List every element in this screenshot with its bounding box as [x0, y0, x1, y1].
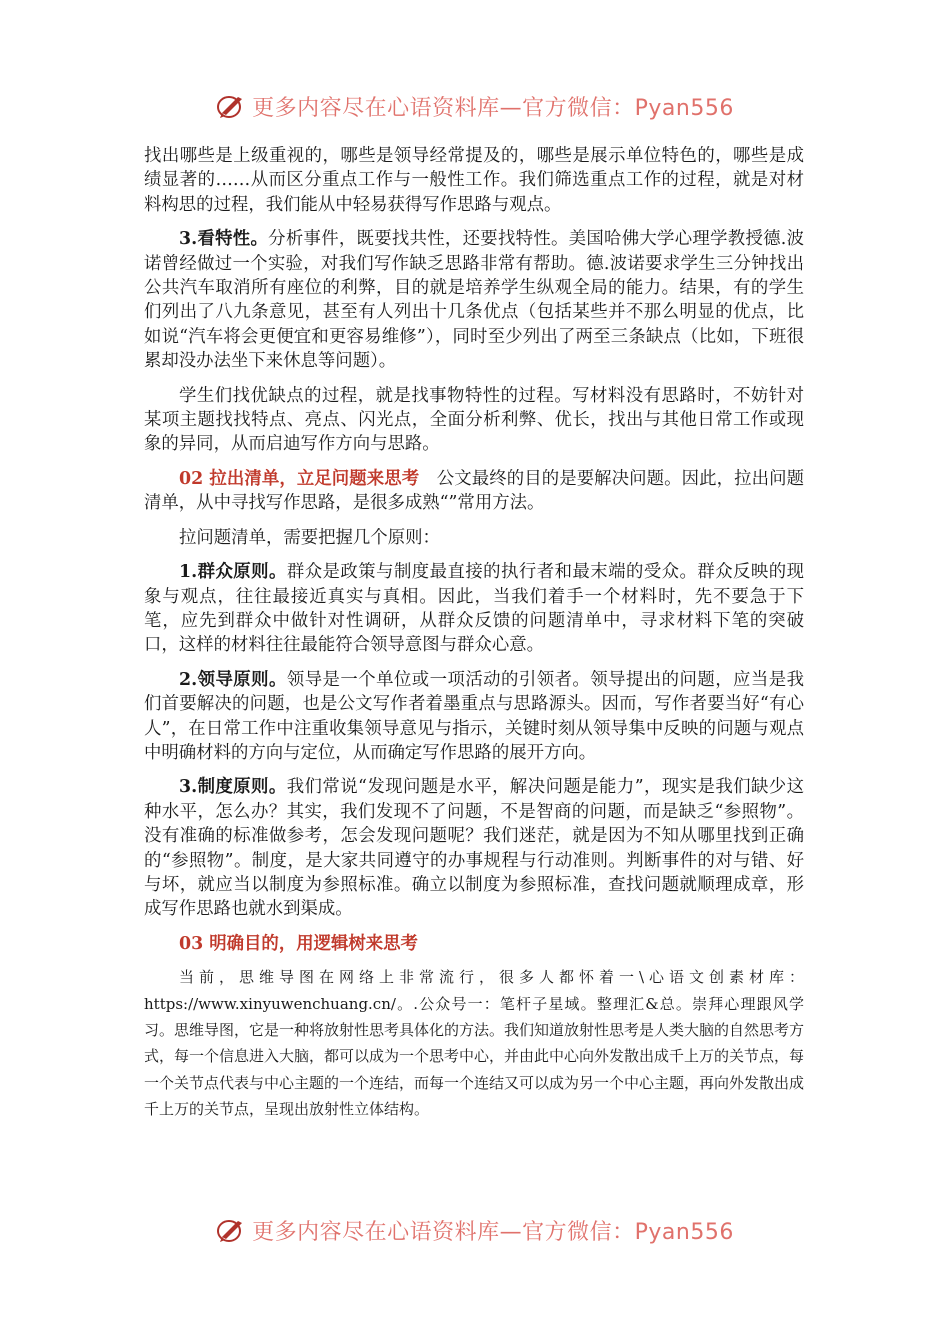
document-body	[144, 144, 804, 1123]
paragraph	[144, 668, 804, 766]
section-heading: 3.制度原则。	[179, 777, 287, 798]
paragraph: 找出哪些是上级重视的，哪些是领导经常提及的，哪些是展示单位特色的，哪些是成绩显著的……从而区分重点工作与一般性工作。我们筛选重点工作的过程，就是对材料构思的过程，我们能从中轻易获得写作思路与观点。	[144, 146, 804, 215]
paragraph	[144, 932, 804, 956]
paragraph	[144, 227, 804, 373]
paragraph-text: 我们常说“发现问题是水平，解决问题是能力”，现实是我们缺少这种水平，怎么办？其实，我们发现不了问题，不是智商的问题，而是缺乏“参照物”。没有准确的标准做参考，怎会发现问题呢？我们迷茫，就是因为不知从哪里找到正确的“参照物”。制度，是大家共同遵守的办事规程与行动准则。判断事件的对与错、好与坏，就应当以制度为参照标准。确立以制度为参照标准，查找问题就顺理成章，形成写作思路也就水到渠成。	[144, 777, 804, 920]
header-banner-text: 更多内容尽在心语资料库—官方微信：Pyan556	[252, 95, 734, 121]
paragraph: 拉问题清单，需要把握几个原则：	[179, 527, 440, 548]
pen-logo-icon	[216, 1215, 246, 1245]
paragraph-text: 公文最终的目的是要解决问题。因此，拉出问题清单，从中寻找写作思路，是很多成熟“”常用方法。	[144, 468, 804, 514]
paragraph	[144, 775, 804, 921]
header-banner	[0, 84, 950, 128]
section-heading: 02 拉出清单，立足问题来思考	[179, 468, 420, 489]
paragraph-text: 群众是政策与制度最直接的执行者和最末端的受众。群众反映的现象与观点，往往最接近真实与真相。因此，当我们着手一个材料时，先不要急于下笔，应先到群众中做针对性调研，从群众反馈的问题清单中，寻求材料下笔的突破口，这样的材料往往最能符合领导意图与群众心意。	[144, 562, 804, 656]
paragraph-text: 领导是一个单位或一项活动的引领者。领导提出的问题，应当是我们首要解决的问题，也是公文写作者着墨重点与思路源头。因而，写作者要当好“有心人”，在日常工作中注重收集领导意见与指示，关键时刻从领导集中反映的问题与观点中明确材料的方向与定位，从而确定写作思路的展开方向。	[144, 669, 804, 763]
paragraph-text: 分析事件，既要找共性，还要找特性。美国哈佛大学心理学教授德.波诺曾经做过一个实验，对我们写作缺乏思路非常有帮助。德.波诺要求学生三分钟找出公共汽车取消所有座位的利弊，目的就是培养学生纵观全局的能力。结果，有的学生们列出了八九条意见，甚至有人列出十几条优点（包括某些并不那么明显的优点，比如说“汽车将会更便宜和更容易维修”），同时至少列出了两至三条缺点（比如，下班很累却没办法坐下来休息等问题）。	[144, 229, 805, 372]
paragraph	[144, 560, 804, 658]
section-heading: 2.领导原则。	[179, 669, 287, 690]
paragraph	[144, 467, 804, 516]
paragraph: 当前，思维导图在网络上非常流行，很多人都怀着一\心语文创素材库：https://www.xinyuwenchuang.cn/。.公众号一：笔杆子星域。整理汇&总。崇拜心理跟风学习。思维导图，它是一种将放射性思考具体化的方法。我们知道放射性思考是人类大脑的自然思考方式，每一个信息进入大脑，都可以成为一个思考中心，并由此中心向外发散出成千上万的关节点，每一个关节点代表与中心主题的一个连结，而每一个连结又可以成为另一个中心主题，再向外发散出成千上万的关节点，呈现出放射性立体结构。	[144, 968, 805, 1119]
section-heading: 3.看特性。	[179, 229, 269, 250]
paragraph: 学生们找优缺点的过程，就是找事物特性的过程。写材料没有思路时，不妨针对某项主题找找特点、亮点、闪光点，全面分析利弊、优长，找出与其他日常工作或现象的异同，从而启迪写作方向与思路。	[144, 385, 804, 455]
section-heading: 03 明确目的，用逻辑树来思考	[179, 933, 418, 954]
section-heading: 1.群众原则。	[179, 562, 287, 583]
footer-banner-text: 更多内容尽在心语资料库—官方微信：Pyan556	[252, 1219, 734, 1245]
footer-banner	[0, 1208, 950, 1252]
pen-logo-icon	[216, 91, 246, 121]
